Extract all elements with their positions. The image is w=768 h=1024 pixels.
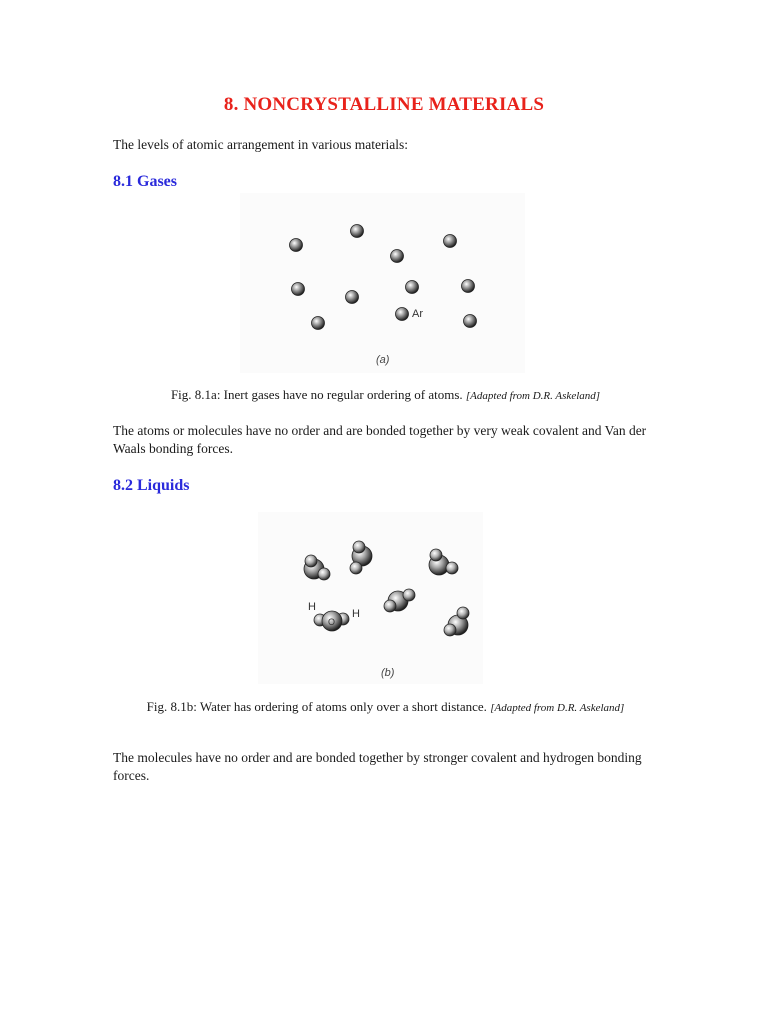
gas-atom [391,250,404,263]
figure-label-b: (b) [381,667,395,679]
water-molecule [304,555,330,580]
oxygen-label: O [328,617,336,627]
intro-text: The levels of atomic arrangement in various materials: [113,137,409,152]
gas-atom [292,283,305,296]
water-molecules-figure [258,512,483,684]
gas-atom [312,317,325,330]
liquids-description: The molecules have no order and are bonded together by stronger covalent and hydrogen bonding forces. [113,750,642,783]
caption-text: Fig. 8.1b: Water has ordering of atoms only over a short distance. [146,699,487,714]
gas-atom-argon [396,308,409,321]
water-molecules-diagram [258,512,483,684]
caption-source: [Adapted from D.R. Askeland] [465,390,601,402]
gases-description: The atoms or molecules have no order and are bonded together by very weak covalent and Van der Waals bonding forces. [113,423,647,456]
section-heading-gases: 8.1 Gases [113,173,177,190]
caption-text: Fig. 8.1a: Inert gases have no regular ordering of atoms. [170,387,463,402]
water-molecule [384,589,415,612]
caption-source: [Adapted from D.R. Askeland] [490,702,625,714]
gas-atom [406,281,419,294]
water-molecule [429,549,458,575]
gas-atom [464,315,477,328]
gas-atom [444,235,457,248]
figure-caption-liquids [113,699,658,716]
page-title: 8. NONCRYSTALLINE MATERIALS [223,94,545,115]
gas-atoms-diagram [240,193,525,373]
gas-atoms-figure [240,193,525,373]
gas-atoms [290,225,477,330]
gas-atom [290,239,303,252]
argon-label: Ar [412,308,423,320]
gas-atom [462,280,475,293]
figure-label-a: (a) [376,354,390,366]
hydrogen-label-left: H [308,601,316,613]
hydrogen-label-right: H [352,608,360,620]
section-heading-liquids: 8.2 Liquids [113,477,190,494]
gas-atom [351,225,364,238]
gas-atom [346,291,359,304]
water-molecule [444,607,469,636]
water-molecule [350,541,372,574]
figure-caption-gases [113,387,658,404]
